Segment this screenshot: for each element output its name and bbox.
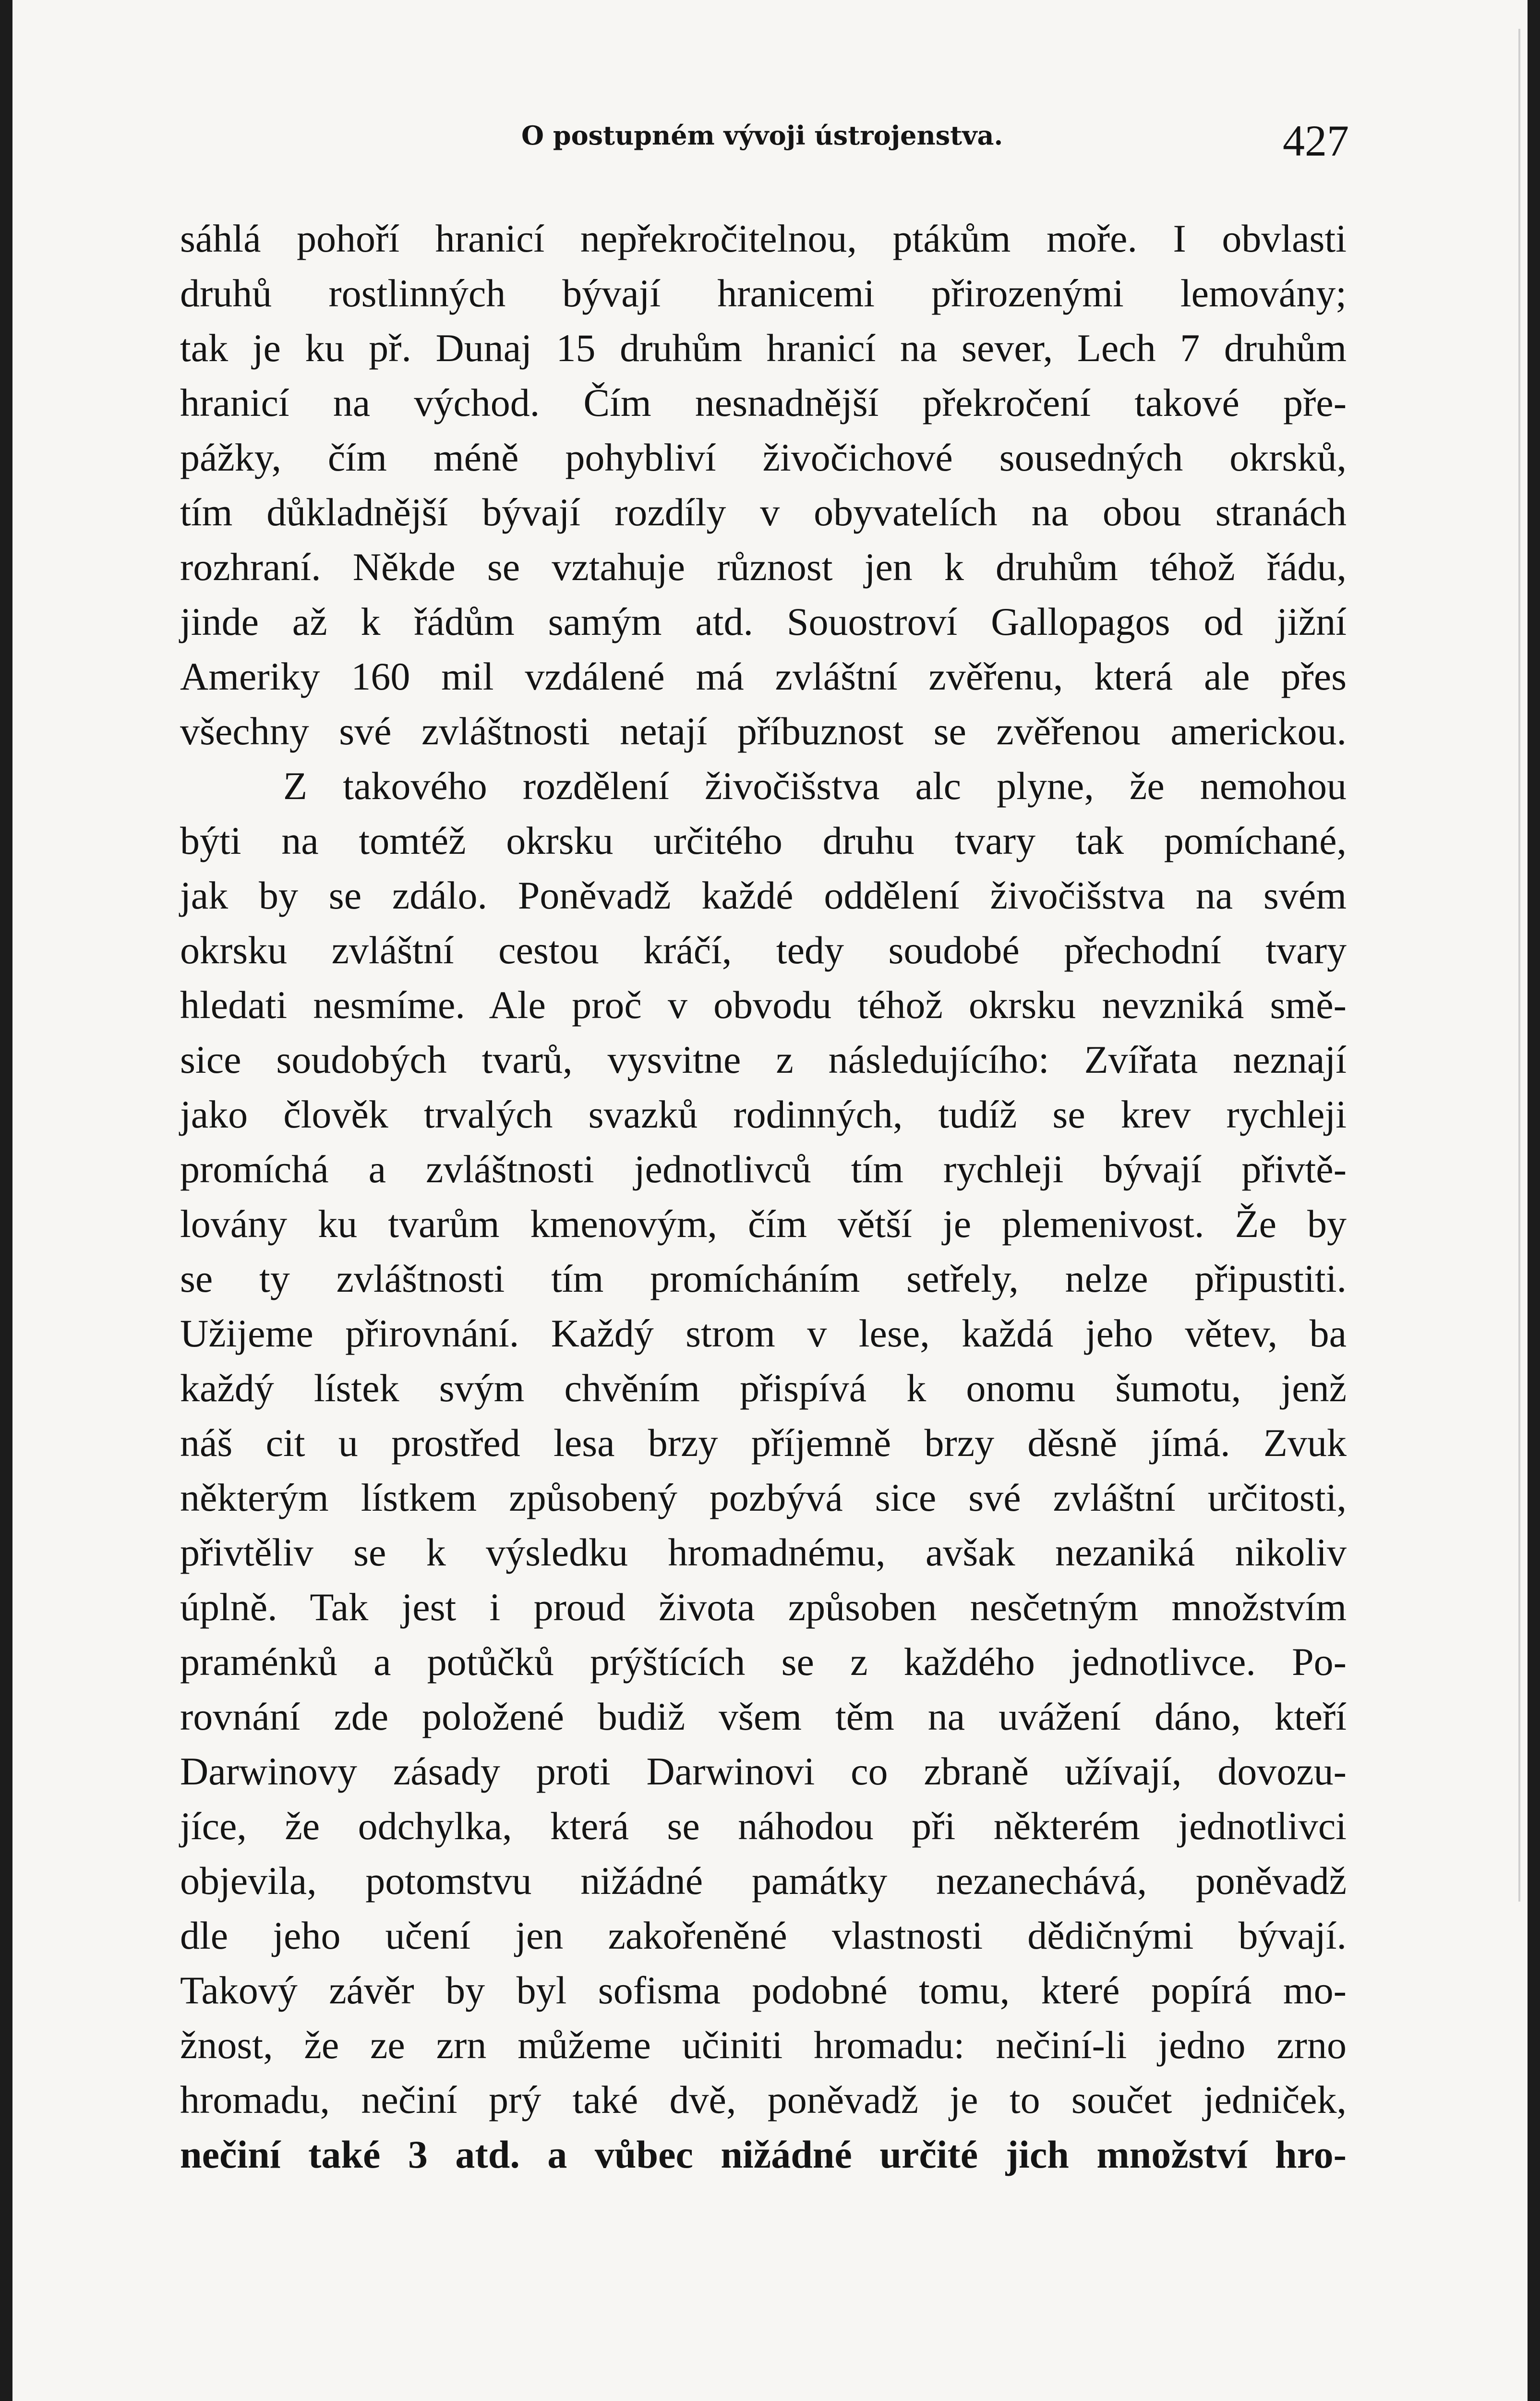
body-text: [180, 211, 1347, 2182]
text-line: každý lístek svým chvěním přispívá k onomu šumotu, jenž: [180, 1366, 1347, 1410]
text-line: promíchá a zvláštnosti jednotlivců tím rychleji bývají přivtě-: [180, 1147, 1347, 1191]
text-line: všechny své zvláštnosti netají příbuznost se zvěřenou americkou.: [180, 709, 1347, 753]
text-line: Ameriky 160 mil vzdálené má zvláštní zvěřenu, která ale přes: [180, 655, 1347, 698]
text-line: tím důkladnější bývají rozdíly v obyvatelích na obou stranách: [180, 490, 1347, 534]
scan-edge-right: [1528, 0, 1540, 2401]
text-line: jak by se zdálo. Poněvadž každé oddělení živočišstva na svém: [180, 873, 1347, 917]
scan-gutter-line: [1518, 29, 1520, 1902]
running-head: O postupném vývoji ústrojenstva.: [521, 120, 1003, 151]
scan-edge-left: [0, 0, 12, 2401]
text-line: náš cit u prostřed lesa brzy příjemně brzy děsně jímá. Zvuk: [180, 1421, 1347, 1465]
text-line: hromadu, nečiní prý také dvě, poněvadž je to součet jedniček,: [180, 2078, 1347, 2122]
text-line: přivtěliv se k výsledku hromadnému, avšak nezaniká nikoliv: [180, 1530, 1347, 1574]
text-line: jako člověk trvalých svazků rodinných, tudíž se krev rychleji: [180, 1092, 1347, 1136]
text-line: sice soudobých tvarů, vysvitne z následujícího: Zvířata neznají: [180, 1038, 1347, 1081]
text-line: rozhraní. Někde se vztahuje různost jen k druhům téhož řádu,: [180, 545, 1347, 589]
text-line: praménků a potůčků prýštících se z každého jednotlivce. Po-: [180, 1640, 1347, 1684]
text-line: jinde až k řádům samým atd. Souostroví Gallopagos od jižní: [180, 600, 1347, 643]
text-line: rovnání zde položené budiž všem těm na uvážení dáno, kteří: [180, 1695, 1347, 1738]
text-line: objevila, potomstvu nižádné památky nezanechává, poněvadž: [180, 1859, 1347, 1903]
text-line: tak je ku př. Dunaj 15 druhům hranicí na sever, Lech 7 druhům: [180, 326, 1347, 370]
text-line: některým lístkem způsobený pozbývá sice své zvláštní určitosti,: [180, 1476, 1347, 1519]
page-number: 427: [1283, 116, 1349, 165]
text-line: pážky, čím méně pohybliví živočichové sousedných okrsků,: [180, 436, 1347, 479]
text-line: nečiní také 3 atd. a vůbec nižádné určité jich množství hro-: [180, 2133, 1347, 2176]
paragraph-start-line: Z takového rozdělení živočišstva alc plyne, že nemohou: [283, 764, 1347, 808]
text-line: žnost, že ze zrn můžeme učiniti hromadu: nečiní-li jedno zrno: [180, 2023, 1347, 2067]
text-line: hledati nesmíme. Ale proč v obvodu téhož okrsku nevzniká smě-: [180, 983, 1347, 1027]
text-line: lovány ku tvarům kmenovým, čím větší je plemenivost. Že by: [180, 1202, 1347, 1246]
text-line: úplně. Tak jest i proud života způsoben nesčetným množstvím: [180, 1585, 1347, 1629]
text-line: sáhlá pohoří hranicí nepřekročitelnou, ptákům moře. I obvlasti: [180, 217, 1347, 260]
text-line: se ty zvláštnosti tím promícháním setřely, nelze připustiti.: [180, 1257, 1347, 1300]
text-line: Takový závěr by byl sofisma podobné tomu, které popírá mo-: [180, 1968, 1347, 2012]
text-line: Užijeme přirovnání. Každý strom v lese, každá jeho větev, ba: [180, 1311, 1347, 1355]
text-line: dle jeho učení jen zakořeněné vlastnosti dědičnými bývají.: [180, 1914, 1347, 1957]
text-line: býti na tomtéž okrsku určitého druhu tvary tak pomíchané,: [180, 819, 1347, 862]
text-line: druhů rostlinných bývají hranicemi přirozenými lemovány;: [180, 271, 1347, 315]
text-line: jíce, že odchylka, která se náhodou při některém jednotlivci: [180, 1804, 1347, 1848]
text-line: Darwinovy zásady proti Darwinovi co zbraně užívají, dovozu-: [180, 1749, 1347, 1793]
text-line: hranicí na východ. Čím nesnadnější překročení takové pře-: [180, 381, 1347, 424]
text-line: okrsku zvláštní cestou kráčí, tedy soudobé přechodní tvary: [180, 928, 1347, 972]
